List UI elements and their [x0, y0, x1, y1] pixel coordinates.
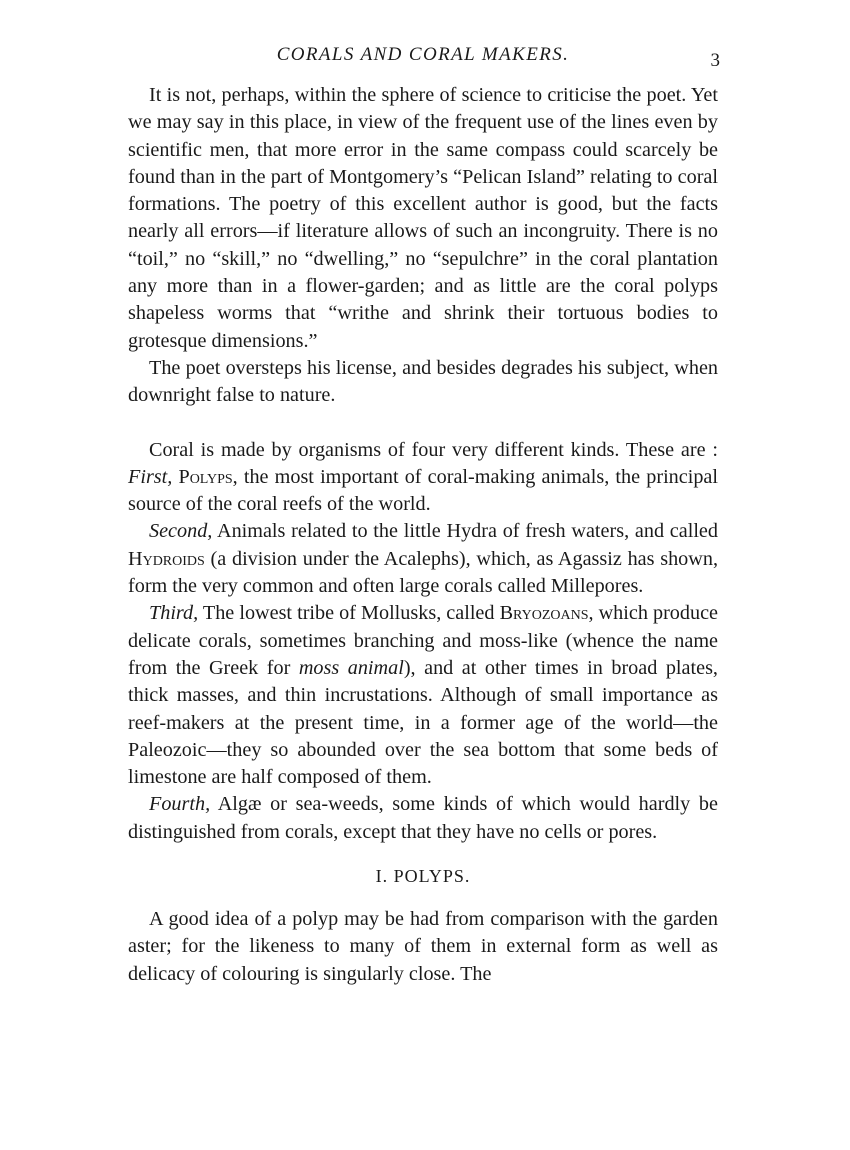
paragraph-fourth-algae [128, 791, 718, 846]
paragraph-poet-license: The poet oversteps his license, and besides degrades his subject, when downright false to nature. [128, 356, 718, 407]
section-heading-polyps: I. POLYPS. [375, 866, 471, 887]
paragraph-third-bryozoans [128, 600, 718, 791]
paragraph-text: The lowest tribe of Mollusks, called [198, 602, 500, 625]
second-label: Second, [149, 520, 213, 543]
third-label: Third, [149, 602, 199, 625]
paragraph-text: ), and at other times in broad plates, thick masses, and thin incrustations. Although of small importance as reef-makers at the present time, in a former age of the world—the Paleozoic—they so abounded over the sea bottom that some beds of limestone are half composed of them. [128, 656, 718, 789]
polyps-term: Polyps [178, 465, 233, 488]
paragraph-four-kinds [128, 437, 718, 519]
fourth-label: Fourth, [149, 793, 211, 816]
hydroids-term: Hydroids [128, 547, 205, 570]
page-number: 3 [710, 50, 720, 71]
paragraph-gap [128, 410, 718, 437]
paragraph-poet-criticism: It is not, perhaps, within the sphere of science to criticise the poet. Yet we may say in this place, in view of the frequent use of the lines even by scientific men, that more error in the same compass could scarcely be found than in the part of Montgomery’s “Pelican Island” relating to coral formations. The poetry of this excellent author is good, but the facts nearly all errors—if literature allows of such an incongruity. There is no “toil,” no “skill,” no “dwelling,” no “sepulchre” in the coral plantation any more than in a flower-garden; and as little are the coral polyps shapeless worms that “writhe and shrink their tortuous bodies to grotesque dimensions.” [128, 84, 718, 352]
moss-animal-term: moss animal [298, 656, 404, 679]
first-label: First, [128, 465, 173, 488]
paragraph-text: Algæ or sea-weeds, some kinds of which would hardly be distinguished from corals, except that they have no cells or pores. [128, 793, 718, 843]
paragraph-polyp-aster: A good idea of a polyp may be had from comparison with the garden aster; for the likeness to many of them in external form as well as delicacy of colouring is singularly close. The [128, 908, 718, 985]
paragraph-text: (a division under the Acalephs), which, as Agassiz has shown, form the very common and often large corals called Millepores. [128, 547, 718, 598]
bryozoans-term: Bryozoans [499, 602, 589, 625]
paragraph-text: Animals related to the little Hydra of fresh waters, and called [212, 520, 718, 543]
paragraph-text: Coral is made by organisms of four very different kinds. These are : [149, 438, 718, 461]
running-head [128, 40, 718, 70]
book-page [128, 40, 718, 988]
paragraph-text: , the most important of coral-making animals, the principal source of the coral reefs of the world. [128, 465, 718, 516]
paragraph-second-hydroids [128, 518, 718, 600]
running-title: CORALS AND CORAL MAKERS. [276, 44, 570, 65]
paragraph-text: , which produce delicate corals, sometimes branching and moss-like (whence the name from the Greek for [128, 602, 719, 679]
body-text [128, 82, 718, 988]
